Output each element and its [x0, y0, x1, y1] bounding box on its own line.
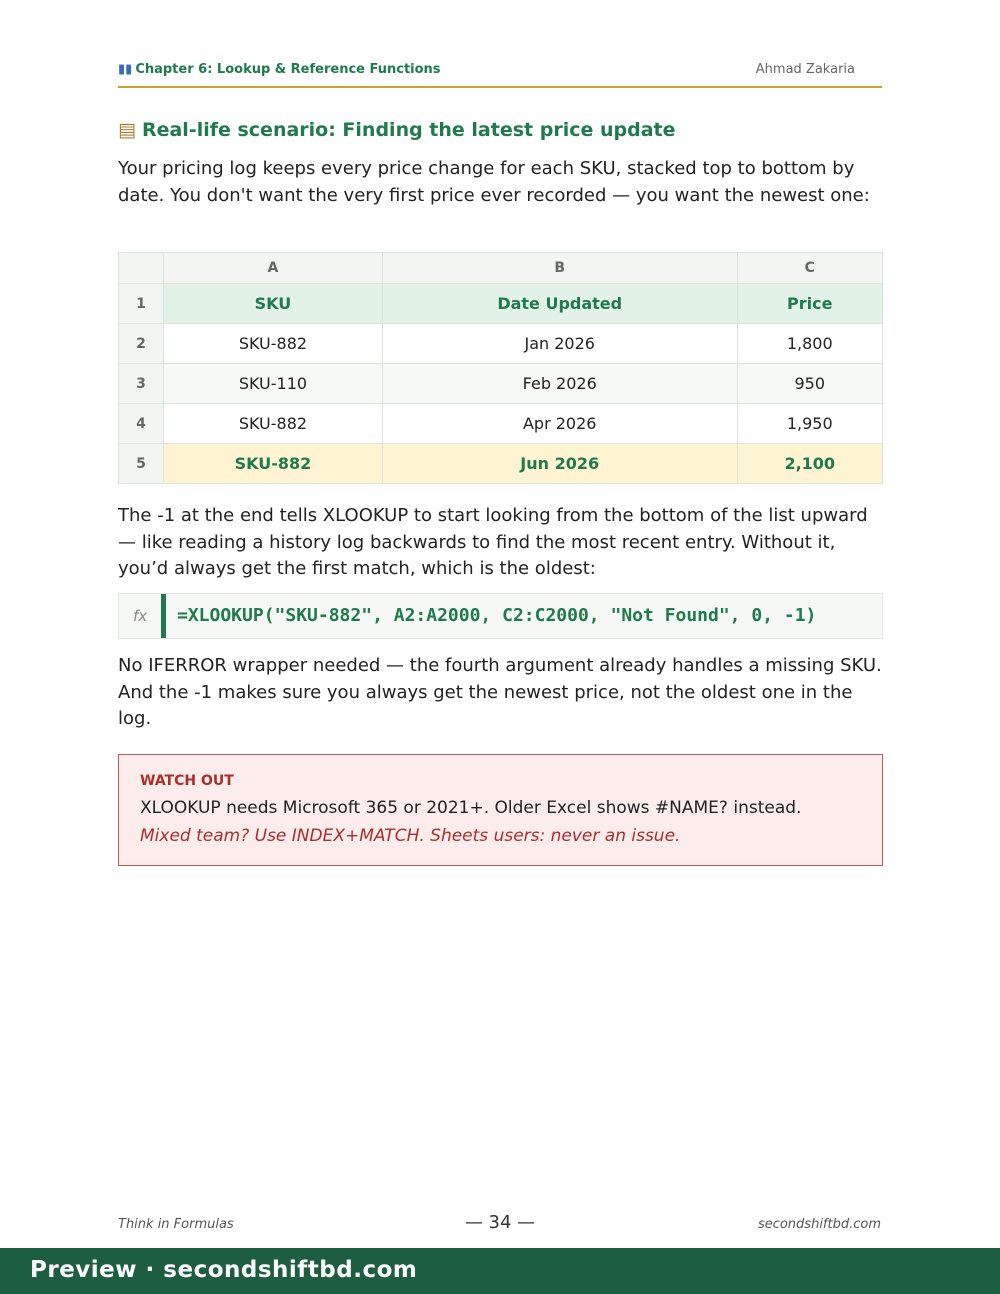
row-number: 2: [119, 324, 164, 364]
table-cell: 1,800: [737, 324, 883, 364]
warning-callout: [118, 754, 883, 866]
formula-text: =XLOOKUP("SKU-882", A2:A2000, C2:C2000, "Not Found", 0, -1): [177, 605, 817, 626]
chapter-title: ▮▮ Chapter 6: Lookup & Reference Functions: [118, 62, 441, 77]
table-cell: SKU-882: [164, 404, 383, 444]
column-letter: A: [164, 253, 383, 284]
row-number: 5: [119, 444, 164, 484]
preview-banner: [0, 1248, 1000, 1294]
row-number: 4: [119, 404, 164, 444]
row-number: 1: [119, 284, 164, 324]
author-name: Ahmad Zakaria: [755, 62, 855, 77]
corner-cell: [119, 253, 164, 284]
banner-text: Preview · secondshiftbd.com: [30, 1257, 418, 1283]
header-cell: SKU: [164, 284, 383, 324]
highlighted-row: [119, 444, 883, 484]
table-cell: SKU-110: [164, 364, 383, 404]
spreadsheet-table: [118, 252, 883, 484]
header-cell: Price: [737, 284, 883, 324]
column-letter: B: [382, 253, 737, 284]
callout-text: XLOOKUP needs Microsoft 365 or 2021+. Older Excel shows #NAME? instead.: [140, 798, 802, 818]
table-cell: 2,100: [737, 444, 883, 484]
formula-bar: [118, 593, 883, 639]
table-cell: 1,950: [737, 404, 883, 444]
table-row: [119, 404, 883, 444]
column-letter: C: [737, 253, 883, 284]
footer-website: secondshiftbd.com: [757, 1217, 881, 1232]
footer-book-title: Think in Formulas: [118, 1217, 234, 1232]
callout-title: WATCH OUT: [140, 773, 234, 789]
header-cell: Date Updated: [382, 284, 737, 324]
fx-label: fx: [133, 607, 148, 625]
table-row: [119, 364, 883, 404]
table-cell: 950: [737, 364, 883, 404]
clipboard-icon: ▤: [118, 119, 136, 141]
section-title: ▤ Real-life scenario: Finding the latest price update: [118, 119, 676, 141]
page-number: — 34 —: [464, 1212, 536, 1233]
table-header-row: [119, 284, 883, 324]
page-header: [118, 60, 882, 88]
formula-accent-bar: [161, 594, 166, 638]
table-row: [119, 324, 883, 364]
explanation-paragraph: The -1 at the end tells XLOOKUP to start looking from the bottom of the list upward — like reading a history log backwards to find the most recent entry. Without it, you’d always get the first match, which is the oldest:: [118, 505, 868, 579]
table-cell: SKU-882: [164, 324, 383, 364]
table-cell: SKU-882: [164, 444, 383, 484]
bar-chart-icon: ▮▮: [118, 62, 133, 77]
intro-paragraph: Your pricing log keeps every price change for each SKU, stacked top to bottom by date. You don't want the very first price ever recorded — you want the newest one:: [118, 158, 870, 206]
column-letters-row: [119, 253, 883, 284]
followup-paragraph: No IFERROR wrapper needed — the fourth argument already handles a missing SKU. And the -1 makes sure you always get the newest price, not the oldest one in the log.: [118, 655, 882, 729]
row-number: 3: [119, 364, 164, 404]
table-cell: Jun 2026: [382, 444, 737, 484]
table-cell: Feb 2026: [382, 364, 737, 404]
table-cell: Apr 2026: [382, 404, 737, 444]
table-cell: Jan 2026: [382, 324, 737, 364]
callout-note: Mixed team? Use INDEX+MATCH. Sheets users: never an issue.: [140, 826, 681, 846]
